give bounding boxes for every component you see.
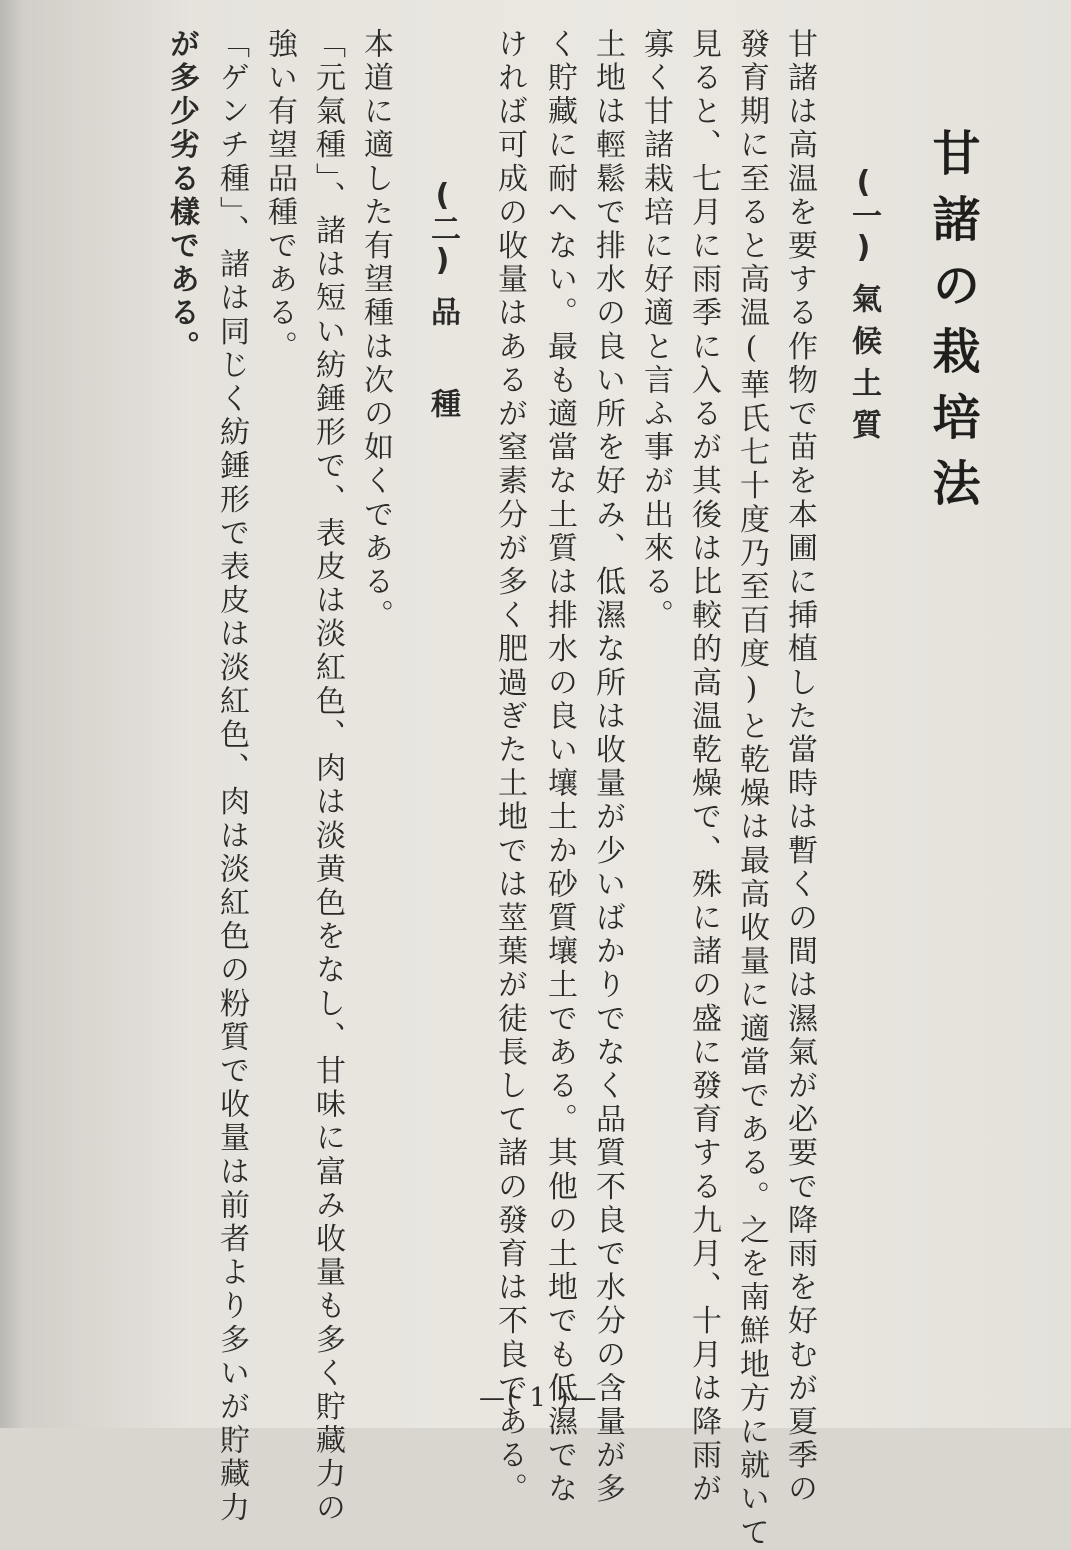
text-line: 本道に適した有望種は次の如くである。	[358, 28, 393, 633]
text-line: 甘諸は高温を要する作物で苗を本圃に挿植した當時は暫くの間は濕氣が必要で降雨を好むが夏季の	[782, 28, 817, 1507]
page-number: —( 1 )—	[479, 1383, 599, 1413]
text-line: 寡く甘諸栽培に好適と言ふ事が出來る。	[638, 28, 673, 633]
text-line: 「ゲンチ種」、諸は同じく紡錘形で表皮は淡紅色、肉は淡紅色の粉質で收量は前者より多いが貯藏力	[214, 28, 249, 1525]
text-line: ければ可成の收量はあるが窒素分が多く肥過ぎた土地では莖葉が徒長して諸の發育は不良である。	[492, 28, 527, 1507]
text-line: 發育期に至ると高温(華氏七十度乃至百度)と乾燥は最高收量に適當である。之を南鮮地方に就いて	[734, 28, 769, 1550]
section-1-number: (一)	[846, 165, 881, 265]
section-1-title: 氣候土質	[846, 283, 881, 451]
text-line: 「元氣種」、諸は短い紡錘形で、表皮は淡紅色、肉は淡黄色をなし、甘味に富み收量も多く貯藏力の	[310, 28, 345, 1525]
section-2-heading	[420, 178, 464, 480]
text-line: く貯藏に耐へない。最も適當な土質は排水の良い壤土か砂質壤土である。其他の土地でも低濕でな	[542, 28, 577, 1507]
text-line: 強い有望品種である。	[262, 28, 297, 364]
text-line: 土地は輕鬆で排水の良い所を好み、低濕な所は收量が少いばかりでなく品質不良で水分の含量が多	[590, 28, 625, 1507]
page-edge-shadow	[0, 0, 24, 1428]
text-line: が多少劣る樣である。	[164, 28, 199, 364]
page-title: 甘諸の栽培法	[924, 128, 980, 524]
section-2-number: (二)	[425, 178, 460, 278]
text-line: 見ると、七月に雨季に入るが其後は比較的高温乾燥で、殊に諸の盛に發育する九月、十月は降雨が	[686, 28, 721, 1507]
section-1-heading	[841, 165, 885, 451]
section-2-title: 品種	[425, 296, 460, 480]
